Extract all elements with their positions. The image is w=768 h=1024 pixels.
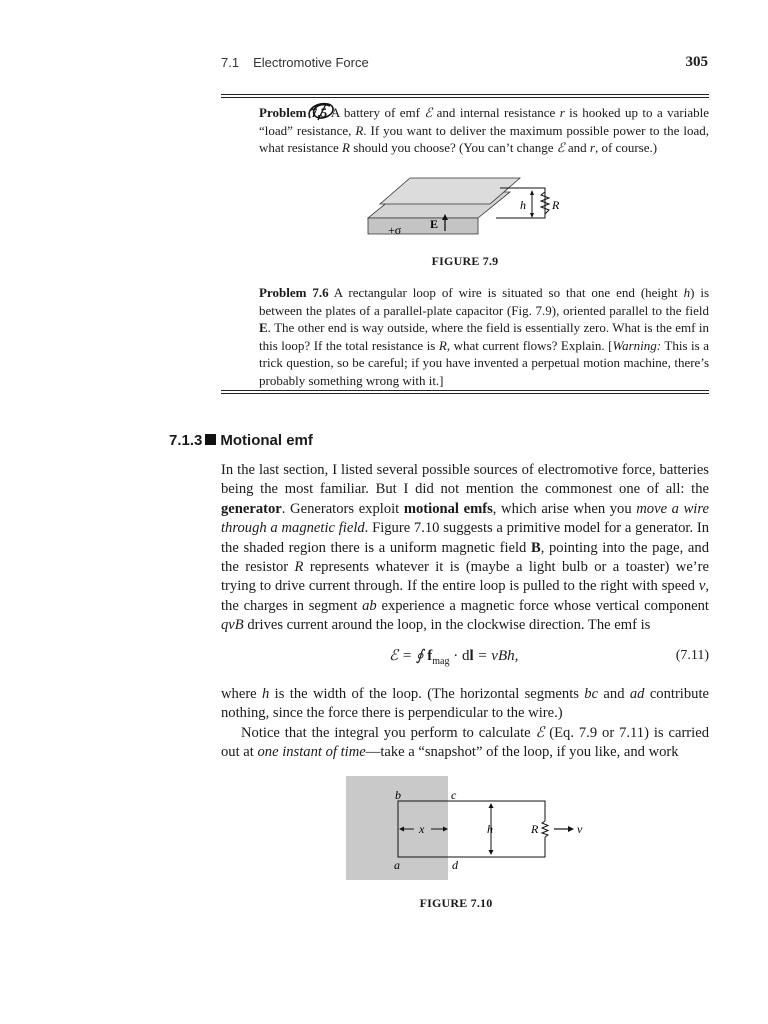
problem-block-top-rule [221,94,709,95]
emf-symbol: ℰ [424,105,433,120]
problem-7-6-text: A rectangular loop of wire is situated so that one end (height [328,285,684,300]
paragraph-2 [221,685,709,763]
symbol-v: v [698,578,706,595]
para2-text: contribute nothing, since the force there is perpendicular to the wire.) [221,686,709,722]
para1-text: represents whatever it is (maybe a light bulb or a toaster) we’re trying to drive current through. If the entire loop is pulled to the right with speed [221,559,709,595]
para1-text: drives current around the loop, in the clockwise direction. The emf is [243,617,651,634]
problem-7-6-label: Problem 7.6 [259,285,329,300]
h-arrowhead-top [489,803,494,808]
para2-text: where [221,686,263,702]
section-heading [169,432,313,449]
problem-7-5-label: Problem 7.5 [259,105,328,120]
sigma-label: +σ [388,223,402,237]
emphasis-one-instant: one instant of time [257,744,366,761]
problem-7-5-text: . If you want to deliver the maximum possible power to the load, what resistance [259,122,709,156]
equation-formula [389,646,518,667]
section-title: Motional emf [220,432,313,449]
term-generator: generator [221,500,282,517]
equation-lhs: ℰ = ∮ [389,648,428,664]
equation-f: f [427,648,433,664]
R-symbol: R [438,337,447,353]
paragraph-1 [221,461,709,636]
para3-text: —take a “snapshot” of the loop, if you like, and work [365,744,679,761]
problem-block-top-rule-2 [221,97,709,98]
symbol-h: h [262,686,270,702]
problem-7-6-text: , what current flows? Explain. [ [446,337,613,353]
header-section-title: Electromotive Force [253,55,369,70]
label-x: x [419,822,425,836]
header-section-number: 7.1 [221,55,240,70]
section-square-icon [205,434,216,445]
label-v: v [577,822,583,836]
paragraph-3 [221,724,709,763]
term-motional-emfs: motional emfs [403,500,493,517]
figure-7-10-caption: FIGURE 7.10 [419,896,493,910]
emf-symbol: ℰ [556,140,565,156]
label-d: d [452,858,458,872]
h-symbol: h [683,285,691,300]
R-label: R [552,198,560,212]
symbol-ad: ad [629,686,645,702]
bottom-plate-edge [368,218,478,234]
symbol-bc: bc [584,686,599,702]
problem-7-5-text: should you choose? (You can’t change [349,140,557,156]
para3-text: Notice that the integral you perform to calculate [241,724,536,741]
R-symbol: R [355,122,364,138]
problem-7-6-text: This is a trick question, so be careful; if you have invented a perpetual motion machine, there’s probably something wrong with it.] [259,337,709,388]
equation-7-11 [221,646,709,670]
emf-symbol: ℰ [535,724,545,741]
equation-subscript: mag [432,656,450,667]
problem-7-6-text: . The other end is way outside, where the field is essentially zero. What is the emf in this loop? If the total resistance is [259,320,709,353]
h-arrowhead-bottom [489,850,494,855]
para2-text: and [598,686,630,702]
problem-block-bottom-rule [221,390,709,391]
h-label: h [520,198,526,212]
para1-text: In the last section, I listed several possible sources of electromotive force, batteries being the most familiar. But I did not mention the commonest one of all: the [221,462,709,498]
problem-7-6 [259,284,709,390]
figure-7-9-diagram [360,174,570,240]
para1-text: , pointing into the page, and the resistor [221,539,709,576]
figure-7-10-diagram [344,776,594,882]
para1-text: . Figure 7.10 suggests a primitive model for a generator. In the shaded region there is a uniform magnetic field [221,520,709,556]
para3-text: (Eq. 7.9 or 7.11) is carried out at [221,724,709,761]
R-symbol: R [342,140,350,156]
E-label: E [430,217,439,231]
problem-block-bottom-rule-2 [221,393,709,394]
equation-mid: · d [449,648,470,664]
h-arrowhead-bottom [530,213,534,218]
problem-7-5-text: , of course.) [594,140,658,156]
para2-text: is the width of the loop. (The horizontal segments [269,686,585,702]
label-h: h [487,822,493,836]
symbol-B: B [530,539,541,556]
problem-7-5-text: and [564,140,590,156]
E-symbol: E [259,320,268,336]
equation-l: l [469,648,474,664]
problem-7-5-text: is hooked up to a variable “load” resistance, [259,105,710,138]
running-header [221,55,369,70]
r-symbol: r [589,140,595,156]
emphasis-move-wire: move a wire through a magnetic field [221,500,709,537]
r-symbol: r [559,105,565,120]
h-arrowhead-top [530,190,534,195]
symbol-ab: ab [362,597,377,614]
label-b: b [395,788,401,802]
para1-text: , which arise when you [492,500,637,517]
label-a: a [394,858,400,872]
equation-rhs: = vBh, [473,648,519,664]
symbol-qvB: qvB [221,617,244,634]
problem-7-5-text: and internal resistance [432,105,560,120]
equation-number: (7.11) [675,648,709,663]
para1-text: experience a magnetic force whose vertical component [376,597,709,614]
page-number: 305 [685,54,708,70]
para1-text: . Generators exploit [281,500,404,517]
problem-7-6-text: ) is between the plates of a parallel-plate capacitor (Fig. 7.9), oriented parallel to the field [259,285,710,318]
label-R: R [531,822,539,836]
handwritten-circle-mark [304,100,338,122]
para1-text: , the charges in segment [221,578,709,614]
section-number: 7.1.3 [169,432,203,449]
symbol-R: R [294,559,304,576]
warning-label: Warning: [612,337,662,353]
figure-7-9-caption: FIGURE 7.9 [431,254,499,268]
problem-7-5-text: A battery of emf [327,105,425,120]
velocity-arrowhead [568,826,574,832]
label-c: c [451,788,457,802]
